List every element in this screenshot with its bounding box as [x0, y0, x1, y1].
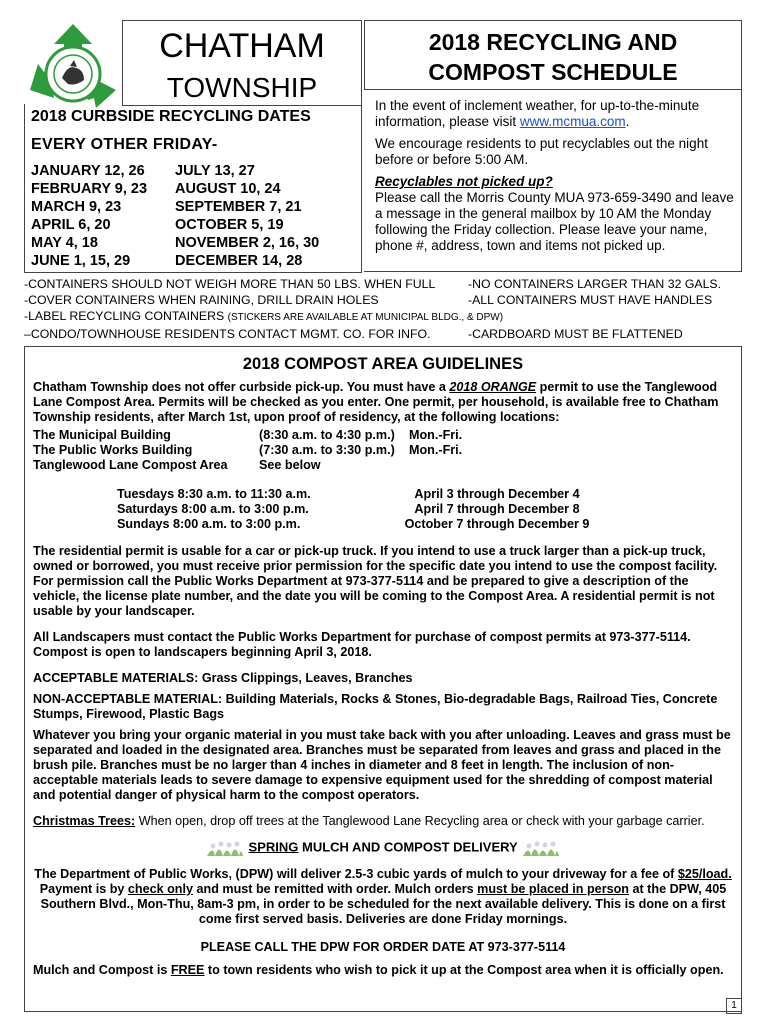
rule-row: -LABEL RECYCLING CONTAINERS (STICKERS ARE AVAILABLE AT MUNICIPAL BLDG., & DPW) [24, 309, 504, 323]
permit-locations [25, 428, 741, 473]
town-name-line2: TOWNSHIP [166, 72, 318, 103]
date-row: MARCH 9, 23 SEPTEMBER 7, 21 [31, 199, 302, 215]
mulch-delivery-text: The Department of Public Works, (DPW) will deliver 2.5-3 cubic yards of mulch to your driveway for a fee of $25/load. Payment is by check only and must be remitted with order. Mulch orders must be placed in person at the DPW, 405 Southern Blvd., Mon-Thu, 8am-3 pm, in order to be scheduled for the next available delivery. This is done on a first come first served basis. Deliveries are done Friday mornings. [34, 867, 732, 926]
mulch-title: SPRING MULCH AND COMPOST DELIVERY [25, 839, 741, 857]
unloading-rules: Whatever you bring your organic material in you must take back with you after unloading. Leaves and grass must be separated and loaded in the designated area. Branches must be separated from leaves and grass and placed in the brush pile. Branches must be no larger than 4 inches in diameter and 8 feet in length. The inclusion of non-acceptable materials leads to severe damage to expensive equipment used for the shredding of compost material and potential danger of physical harm to the compost operators. [33, 728, 731, 802]
curbside-dates-box [24, 104, 362, 273]
acceptable-materials: ACCEPTABLE MATERIALS: Grass Clippings, Leaves, Branches [33, 671, 413, 685]
date-row: JANUARY 12, 26 JULY 13, 27 [31, 163, 255, 179]
rule-row: -CONTAINERS SHOULD NOT WEIGH MORE THAN 50 LBS. WHEN FULL -NO CONTAINERS LARGER THAN 32 GALS. [24, 277, 722, 291]
free-pickup-note: Mulch and Compost is FREE to town residents who wish to pick it up at the Compost area when it is officially open. [33, 963, 724, 977]
christmas-trees-note: Christmas Trees: When open, drop off trees at the Tanglewood Lane Recycling area or check with your garbage carrier. [33, 814, 705, 828]
recycling-info-box [364, 90, 742, 272]
dpw-call-note: PLEASE CALL THE DPW FOR ORDER DATE AT 973-377-5114 [200, 940, 566, 954]
flowers-icon [205, 839, 245, 857]
curbside-title: 2018 CURBSIDE RECYCLING DATES [31, 108, 311, 125]
compost-guidelines-box [24, 346, 742, 1012]
encourage-note: We encourage residents to put recyclables out the night before or before 5:00 AM. [375, 136, 708, 167]
township-title-box [122, 20, 362, 106]
hours-row: Saturdays 8:00 a.m. to 3:00 p.m. April 7 through December 8 [117, 502, 580, 516]
schedule-title-box [364, 20, 742, 90]
date-row: MAY 4, 18 NOVEMBER 2, 16, 30 [31, 235, 320, 251]
hours-row: Sundays 8:00 a.m. to 3:00 p.m. October 7 through December 9 [117, 517, 590, 531]
landscapers-text: All Landscapers must contact the Public Works Department for purchase of compost permits at 973-377-5114. Compost is open to landscapers beginning April 3, 2018. [33, 630, 691, 659]
date-row: JUNE 1, 15, 29 DECEMBER 14, 28 [31, 253, 303, 269]
date-row: APRIL 6, 20 OCTOBER 5, 19 [31, 217, 284, 233]
mcmua-link[interactable]: www.mcmua.com [519, 114, 626, 129]
schedule-title-line2: COMPOST SCHEDULE [428, 59, 678, 85]
compost-intro: Chatham Township does not offer curbside pick-up. You must have a 2018 ORANGE permit to use the Tanglewood Lane Compost Area. Permits will be checked as you enter. One permit, per household, is available free to Chatham Township residents, after March 1st, upon proof of residency, at the following locations: [33, 380, 719, 424]
town-name-line1: CHATHAM [159, 27, 325, 65]
compost-title: 2018 COMPOST AREA GUIDELINES [242, 355, 524, 373]
compost-hours [25, 487, 741, 532]
date-row: FEBRUARY 9, 23 AUGUST 10, 24 [31, 181, 281, 197]
curbside-subtitle: EVERY OTHER FRIDAY- [31, 136, 218, 153]
location-row: The Public Works Building (7:30 a.m. to 3:30 p.m.) Mon.-Fri. [33, 443, 463, 457]
not-picked-up-title: Recyclables not picked up? [375, 174, 553, 189]
hours-row: Tuesdays 8:30 a.m. to 11:30 a.m. April 3 through December 4 [117, 487, 580, 501]
container-rules [24, 276, 742, 342]
location-row: Tanglewood Lane Compost Area See below [33, 458, 321, 472]
location-row: The Municipal Building (8:30 a.m. to 4:30 p.m.) Mon.-Fri. [33, 428, 463, 442]
curbside-date-list [31, 162, 361, 270]
non-acceptable-materials: NON-ACCEPTABLE MATERIAL: Building Materials, Rocks & Stones, Bio-degradable Bags, Railroad Ties, Concrete Stumps, Firewood, Plastic Bags [33, 692, 718, 721]
rule-row: –CONDO/TOWNHOUSE RESIDENTS CONTACT MGMT. CO. FOR INFO. -CARDBOARD MUST BE FLATTENED [24, 327, 683, 341]
weather-note: In the event of inclement weather, for up-to-the-minute information, please visit www.mcmua.com. [375, 98, 700, 129]
flowers-icon [521, 839, 561, 857]
not-picked-up-text: Please call the Morris County MUA 973-659-3490 and leave a message in the general mailbox by 10 AM the Monday following the Friday collection. Please leave your name, phone #, address, town and items not picked up. [375, 190, 734, 253]
schedule-title-line1: 2018 RECYCLING AND [428, 29, 678, 55]
residential-permit-text: The residential permit is usable for a car or pick-up truck. If you intend to use a truck larger than a pick-up truck, owned or borrowed, you must receive prior permission for the specific date you intend to use the compost facility. For permission call the Public Works Department at 973-377-5114 and be prepared to give a description of the vehicle, the license plate number, and the date you will be coming to the Compost Area. A residential permit is not usable by your landscaper. [33, 544, 718, 618]
rule-row: -COVER CONTAINERS WHEN RAINING, DRILL DRAIN HOLES -ALL CONTAINERS MUST HAVE HANDLES [24, 293, 713, 307]
page-number: 1 [726, 998, 742, 1014]
